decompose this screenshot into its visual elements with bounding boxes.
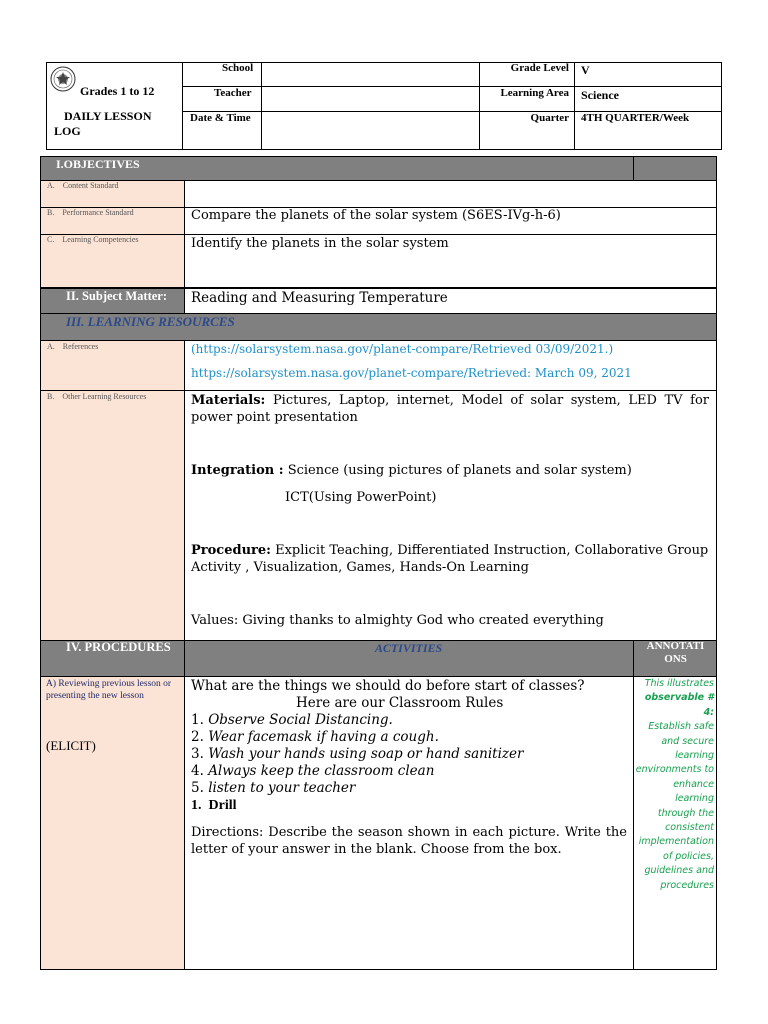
rules-heading: Here are our Classroom Rules [296,695,504,711]
rules-list [191,712,523,814]
learning-competencies-value: Identify the planets in the solar system [191,236,449,251]
reference-link-1[interactable]: (https://solarsystem.nasa.gov/planet-compare/Retrieved 03/09/2021.) [191,342,614,356]
integration-text: Science (using pictures of planets and solar system) [287,463,632,478]
resources-title: III. LEARNING RESOURCES [66,314,235,329]
grades-label: Grades 1 to 12 [80,84,155,98]
list-item: 4. Always keep the classroom clean [191,763,435,779]
materials-block [191,392,709,426]
drill-directions: Directions: Describe the season shown in each picture. Write the letter of your answer in the blank. Choose from the box. [191,825,627,857]
activity-question: What are the things we should do before start of classes? [191,678,585,694]
step-tag: (ELICIT) [46,738,96,753]
activities-title: ACTIVITIES [374,641,443,655]
teacher-label: Teacher [214,87,252,99]
datetime-label: Date & Time [190,112,251,124]
annotations-title-line-1: ANNOTATI [646,640,705,652]
deped-seal-icon [50,66,76,92]
procedures-title: IV. PROCEDURES [66,640,171,654]
integration-label: Integration : [191,463,284,478]
integration-ict: ICT(Using PowerPoint) [285,490,437,505]
materials-text: Pictures, Laptop, internet, Model of solar system, LED TV for power point presentation [191,393,709,425]
learning-area-value: Science [581,88,619,102]
annotations-title [634,640,717,666]
objectives-header [40,156,717,181]
step-label: A) Reviewing previous lesson or presenting the new lesson [46,679,172,701]
learning-competencies-label: C. Learning Competencies [47,235,139,244]
drill-item: 1. Drill [191,798,237,813]
objectives-title: I.OBJECTIVES [56,157,140,171]
annotations-title-line-2: ONS [664,653,687,665]
performance-standard-value: Compare the planets of the solar system (S6ES-IVg-h-6) [191,208,561,223]
procedure-label: Procedure: [191,543,271,558]
grade-level-value: V [581,63,590,77]
grade-level-label: Grade Level [510,62,569,74]
quarter-label: Quarter [530,112,569,124]
performance-standard-label: B. Performance Standard [47,208,134,217]
list-item: 1. Observe Social Distancing. [191,712,393,728]
reference-link-2[interactable]: https://solarsystem.nasa.gov/planet-compare/Retrieved: March 09, 2021 [191,366,632,380]
list-item: 3. Wash your hands using soap or hand sanitizer [191,746,524,762]
learning-area-label: Learning Area [500,87,569,99]
quarter-value: 4TH QUARTER/Week [581,112,690,124]
content-standard-label: A. Content Standard [47,181,119,190]
document-title: DAILY LESSON LOG [54,109,152,138]
procedure-block [191,542,709,576]
integration-block [191,462,632,479]
subject-matter-label: II. Subject Matter: [66,289,168,303]
procedure-text: Explicit Teaching, Differentiated Instruction, Collaborative Group Activity , Visualization, Games, Hands-On Learning [191,543,709,575]
materials-label: Materials: [191,393,266,408]
list-item: 5. listen to your teacher [191,780,356,796]
list-item: 2. Wear facemask if having a cough. [191,729,439,745]
other-resources-label: B. Other Learning Resources [47,392,147,401]
values-text: Values: Giving thanks to almighty God who created everything [191,613,604,628]
school-label: School [222,62,254,74]
annotation-text: This illustrates observable # 4: Establish safe and secure learning environments to enhance learning through the consistent implementation of policies, guidelines and procedures [635,678,714,891]
subject-matter-value: Reading and Measuring Temperature [191,290,448,306]
references-label: A. References [47,342,99,351]
